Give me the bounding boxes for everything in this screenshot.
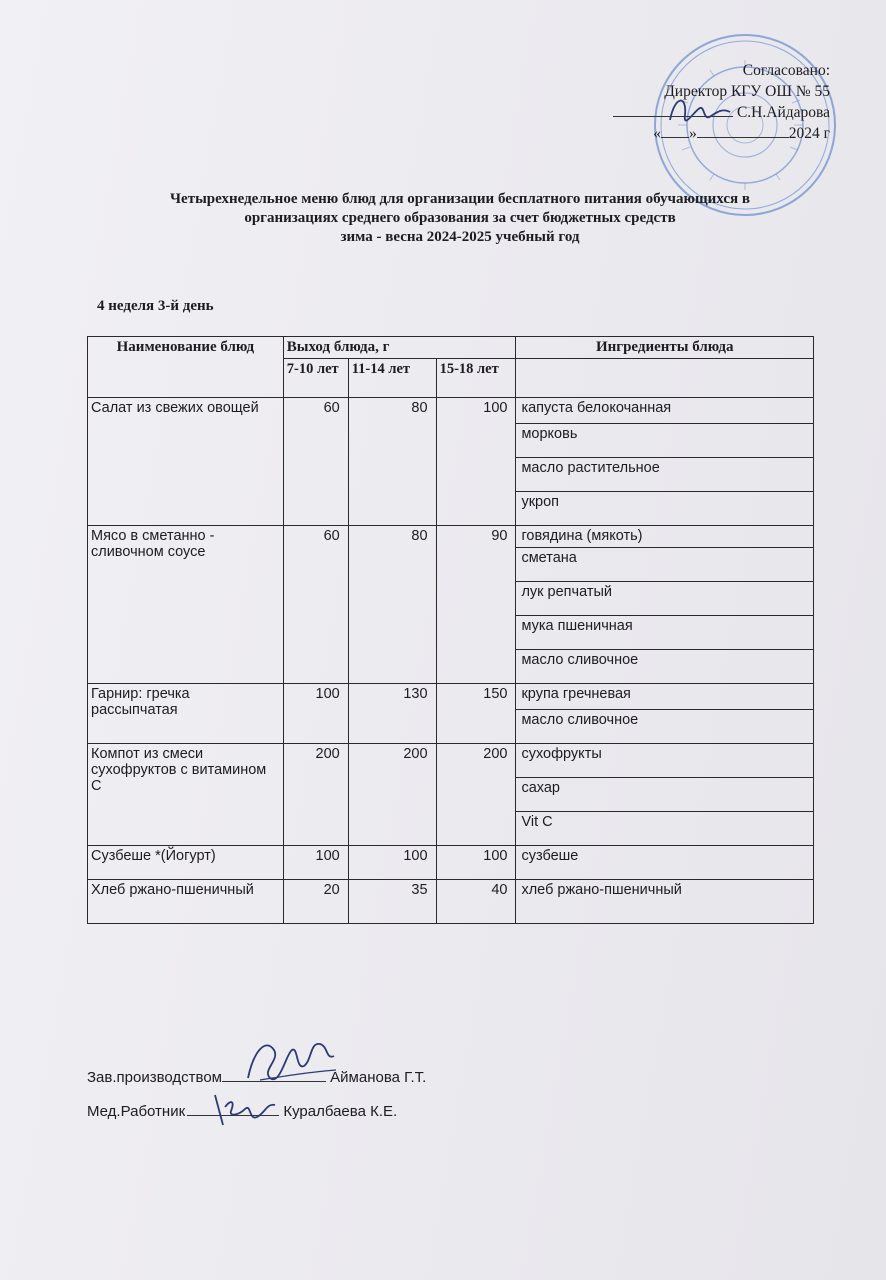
production-signature <box>240 1030 340 1090</box>
dish-output-age-group-3: 200 <box>436 744 516 846</box>
ingredient: сметана <box>516 548 814 582</box>
ingredient: говядина (мякоть) <box>516 526 814 548</box>
dish-output-age-group-2: 100 <box>348 846 436 880</box>
ingredient: масло сливочное <box>516 650 814 684</box>
title-line-2: организациях среднего образования за счет бюджетных средств <box>244 210 676 226</box>
dish-name: Салат из свежих овощей <box>88 398 284 526</box>
dish-output-age-group-1: 100 <box>283 684 348 744</box>
dish-output-age-group-3: 90 <box>436 526 516 684</box>
dish-output-age-group-3: 100 <box>436 846 516 880</box>
dish-output-age-group-1: 20 <box>283 880 348 924</box>
dish-output-age-group-2: 80 <box>348 526 436 684</box>
dish-name: Хлеб ржано-пшеничный <box>88 880 284 924</box>
ingredient: морковь <box>516 424 814 458</box>
header-age-11-14: 11-14 лет <box>348 359 436 398</box>
table-row <box>88 846 814 880</box>
approval-director: Директор КГУ ОШ № 55 <box>664 83 830 100</box>
dish-output-age-group-1: 60 <box>283 526 348 684</box>
medical-worker-name: Куралбаева К.Е. <box>283 1103 398 1120</box>
ingredient: крупа гречневая <box>516 684 814 710</box>
dish-output-age-group-2: 80 <box>348 398 436 526</box>
ingredient: лук репчатый <box>516 582 814 616</box>
ingredient: капуста белокочанная <box>516 398 814 424</box>
dish-output-age-group-3: 150 <box>436 684 516 744</box>
ingredient: сахар <box>516 778 814 812</box>
director-signature <box>665 90 735 135</box>
dish-output-age-group-1: 100 <box>283 846 348 880</box>
production-manager-label: Зав.производством <box>87 1069 222 1086</box>
table-row <box>88 526 814 548</box>
dish-name: Гарнир: гречка рассыпчатая <box>88 684 284 744</box>
dish-name: Мясо в сметанно - сливочном соусе <box>88 526 284 684</box>
menu-table-body <box>88 398 814 924</box>
week-day-label: 4 неделя 3-й день <box>97 298 214 314</box>
header-dish-name: Наименование блюд <box>88 337 284 398</box>
ingredient: масло растительное <box>516 458 814 492</box>
ingredient: мука пшеничная <box>516 616 814 650</box>
table-row <box>88 398 814 424</box>
dish-output-age-group-2: 130 <box>348 684 436 744</box>
dish-name: Компот из смеси сухофруктов с витамином С <box>88 744 284 846</box>
header-age-15-18: 15-18 лет <box>436 359 516 398</box>
table-header-row <box>88 337 814 359</box>
ingredient: масло сливочное <box>516 710 814 744</box>
menu-table <box>87 336 814 924</box>
header-age-7-10: 7-10 лет <box>283 359 348 398</box>
dish-output-age-group-1: 60 <box>283 398 348 526</box>
dish-name: Сузбеше *(Йогурт) <box>88 846 284 880</box>
dish-output-age-group-2: 35 <box>348 880 436 924</box>
approval-heading: Согласовано: <box>742 62 830 79</box>
ingredient: сузбеше <box>516 846 814 880</box>
ingredient: Vit C <box>516 812 814 846</box>
dish-output-age-group-3: 100 <box>436 398 516 526</box>
medical-signature <box>205 1085 285 1135</box>
ingredient: хлеб ржано-пшеничный <box>516 880 814 924</box>
medical-worker-label: Мед.Работник <box>87 1103 186 1120</box>
document-title <box>100 190 820 247</box>
director-name: С.Н.Айдарова <box>736 104 830 121</box>
header-ingredients: Ингредиенты блюда <box>516 337 814 359</box>
date-quote-close: » <box>689 125 697 142</box>
table-row <box>88 684 814 710</box>
date-year: 2024 г <box>788 125 830 142</box>
dish-output-age-group-1: 200 <box>283 744 348 846</box>
dish-output-age-group-3: 40 <box>436 880 516 924</box>
ingredient: сухофрукты <box>516 744 814 778</box>
table-row <box>88 744 814 778</box>
header-empty <box>516 359 814 398</box>
header-output: Выход блюда, г <box>283 337 516 359</box>
date-quote-open: « <box>653 125 662 142</box>
title-line-3: зима - весна 2024-2025 учебный год <box>340 229 580 245</box>
title-line-1: Четырехнедельное меню блюд для организации бесплатного питания обучающихся в <box>170 191 750 207</box>
production-manager-name: Айманова Г.Т. <box>330 1069 427 1086</box>
dish-output-age-group-2: 200 <box>348 744 436 846</box>
ingredient: укроп <box>516 492 814 526</box>
table-row <box>88 880 814 924</box>
